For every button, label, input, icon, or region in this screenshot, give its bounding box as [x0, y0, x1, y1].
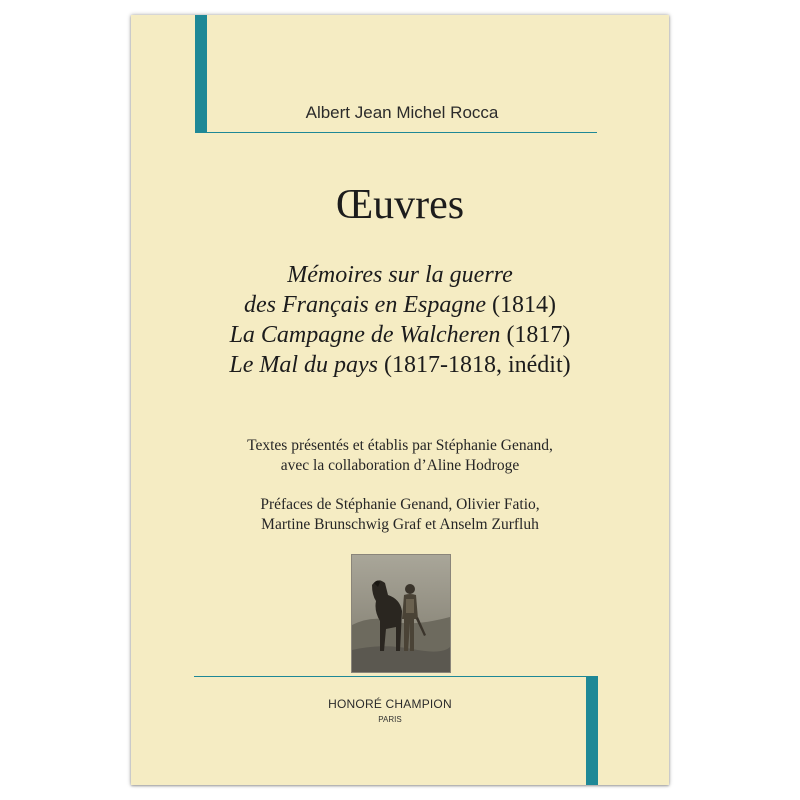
editors-credit: Textes présentés et établis par Stéphanie Genand, avec la collaboration d’Aline Hodroge — [247, 437, 553, 474]
portrait-engraving-icon — [351, 554, 451, 673]
book-cover — [131, 15, 669, 785]
accent-rule-bottom — [194, 676, 586, 677]
prefaces-credit: Préfaces de Stéphanie Genand, Olivier Fatio, Martine Brunschwig Graf et Anselm Zurfluh — [260, 496, 540, 533]
subtitle-line: Le Mal du pays (1817-1818, inédit) — [229, 352, 571, 378]
book-title: Œuvres — [335, 182, 465, 228]
subtitle-line: des Français en Espagne (1814) — [244, 292, 556, 318]
subtitle-line: La Campagne de Walcheren (1817) — [229, 322, 571, 348]
accent-bar-bottom — [586, 676, 598, 785]
author-name: Albert Jean Michel Rocca — [305, 103, 499, 122]
subtitle-line: Mémoires sur la guerre — [287, 262, 513, 288]
subtitle-block — [131, 260, 669, 380]
accent-bar-top — [195, 15, 207, 133]
publisher-place: PARIS — [378, 715, 402, 724]
publisher-name: HONORÉ CHAMPION — [328, 697, 452, 711]
accent-rule-top — [207, 132, 597, 133]
